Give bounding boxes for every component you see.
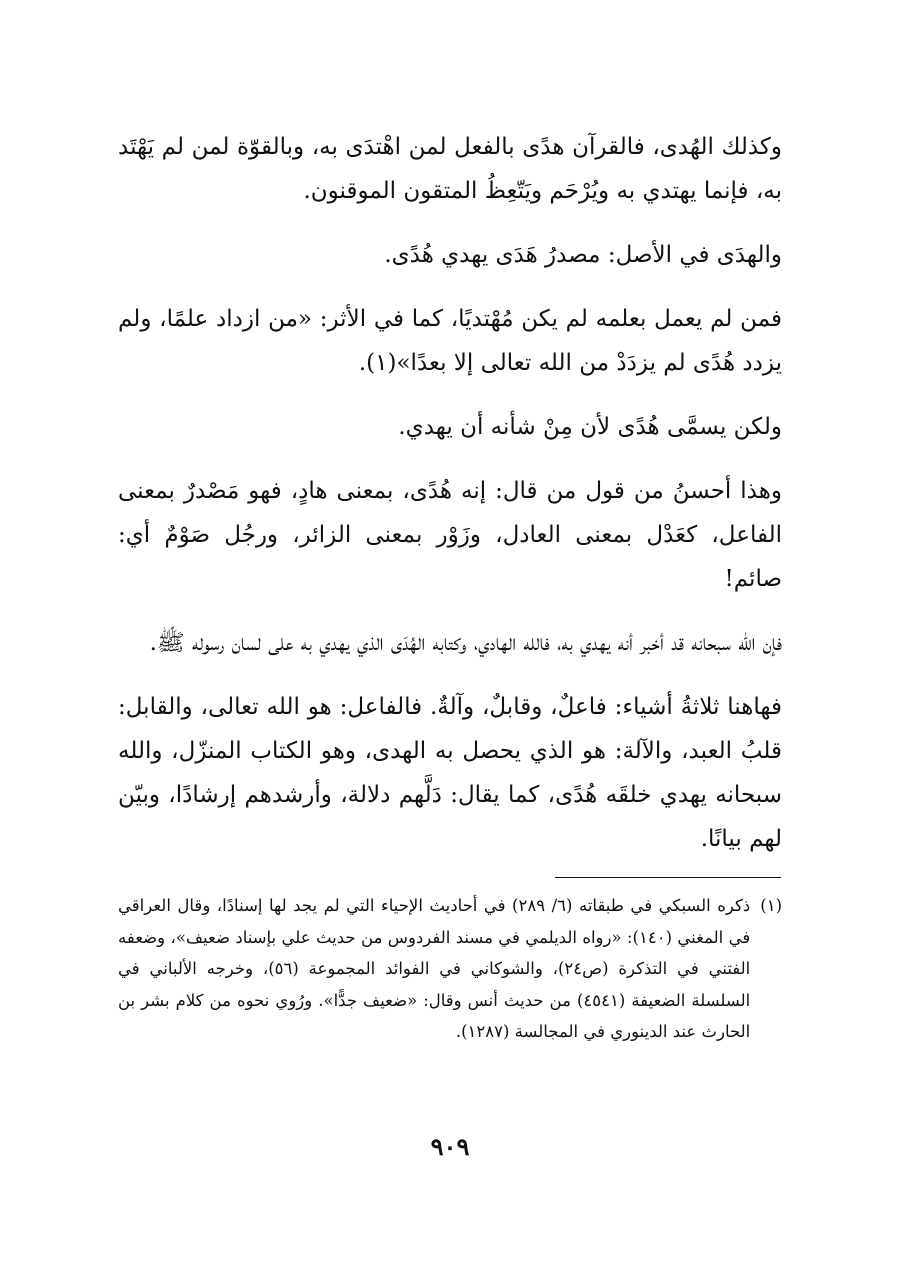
footnotes (118, 890, 782, 1048)
main-text (118, 125, 782, 881)
paragraph: والهدَى في الأصل: مصدرُ هَدَى يهدي هُدًى. (384, 242, 782, 268)
page-number: ٩٠٩ (430, 1132, 470, 1161)
footnote-item (118, 890, 782, 1048)
paragraph: وكذلك الهُدى، فالقرآن هدًى بالفعل لمن اهْتدَى به، وبالقوّة لمن لم يَهْتَد به، فإنما يهتدي به ويُرْحَم ويَتّعِظُ المتقون الموقنون. (118, 134, 782, 204)
footnote-marker: (١) (760, 896, 782, 915)
footnote-text: ذكره السبكي في طبقاته (٦/ ٢٨٩) في أحاديث الإحياء التي لم يجد لها إسنادًا، وقال العراقي في المغني (١٤٠): «رواه الديلمي في مسند الفردوس من حديث علي بإسناد ضعيف»، وضعفه الفتني في التذكرة (ص٢٤)، والشوكاني في الفوائد المجموعة (٥٦)، وخرجه الألباني في السلسلة الضعيفة (٤٥٤١) من حديث أنس وقال: «ضعيف جدًّا». ورُوي نحوه من كلام بشر بن الحارث عند الدينوري في المجالسة (١٢٨٧). (118, 896, 751, 1041)
paragraph: ولكن يسمَّى هُدًى لأن مِنْ شأنه أن يهدي. (398, 414, 782, 440)
paragraph: فإن الله سبحانه قد أخبر أنه يهدي به، فالله الهادي، وكتابه الهُدَى الذي يهدي به على لسان رسوله ﷺ. (149, 630, 782, 656)
paragraph: فهاهنا ثلاثةُ أشياء: فاعلٌ، وقابلٌ، وآلةٌ. فالفاعل: هو الله تعالى، والقابل: قلبُ العبد، والآلة: هو الذي يحصل به الهدى، وهو الكتاب المنزّل، والله سبحانه يهدي خلقَه هُدًى، كما يقال: دَلَّهم دلالة، وأرشدهم إرشادًا، وبيّن لهم بيانًا. (118, 694, 782, 852)
paragraph: وهذا أحسنُ من قول من قال: إنه هُدًى، بمعنى هادٍ، فهو مَصْدرٌ بمعنى الفاعل، كعَدْل بمعنى العادل، وزَوْر بمعنى الزائر، ورجُل صَوْمٌ أي: صائم! (118, 478, 782, 592)
footnote-separator (555, 877, 781, 878)
paragraph: فمن لم يعمل بعلمه لم يكن مُهْتديًا، كما في الأثر: «من ازداد علمًا، ولم يزدد هُدًى لم يزدَدْ من الله تعالى إلا بعدًا»(١). (118, 306, 782, 376)
